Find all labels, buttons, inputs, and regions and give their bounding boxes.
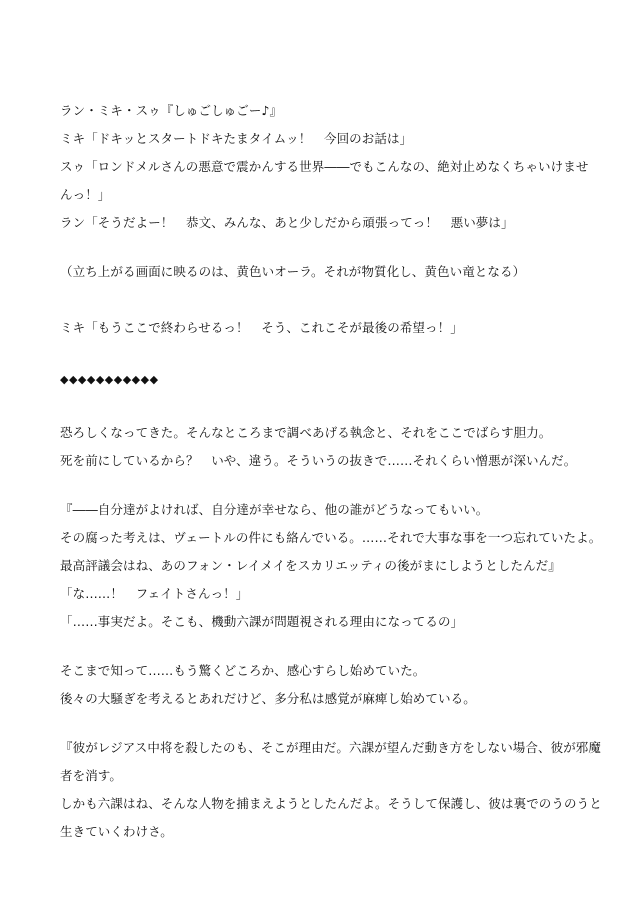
text-line: 死を前にしているから？ いや、違う。そういうの抜きで……それくらい憎悪が深いんだ。 [60,453,577,468]
scene-separator: ◆◆◆◆◆◆◆◆◆◆◆ [60,373,159,386]
text-line: （立ち上がる画面に映るのは、黄色いオーラ。それが物質化し、黄色い竜となる） [60,264,526,279]
text-line: ラン・ミキ・スゥ『しゅごしゅごー♪』 [60,103,283,118]
text-line: 後々の大騒ぎを考えるとあれだけど、多分私は感覚が麻痺し始めている。 [60,691,476,706]
text-line: 「な……！ フェイトさんっ！」 [60,586,249,601]
text-line: スゥ「ロンドメルさんの悪意で震かんする世界――でもこんなの、絶対止めなくちゃいけませ [60,159,589,174]
text-line: 『――自分達がよければ、自分達が幸せなら、他の誰がどうなってもいい。 [60,502,489,517]
text-line: そこまで知って……もう驚くどころか、感心すらし始めていた。 [60,663,426,678]
text-line: ミキ「もうここで終わらせるっ！ そう、これこそが最後の希望っ！」 [60,320,463,335]
text-line: ラン「そうだよー！ 恭文、みんな、あと少しだから頑張ってっ！ 悪い夢は」 [60,215,514,230]
text-line: 恐ろしくなってきた。そんなところまで調べあげる執念と、それをここでばらす胆力。 [60,425,552,440]
text-line: んっ！」 [60,187,111,202]
text-line: 最高評議会はね、あのフォン・レイメイをスカリエッティの後がまにしようとしたんだ』 [60,558,561,573]
text-line: その腐った考えは、ヴェートルの件にも絡んでいる。……それで大事な事を一つ忘れていたよ。 [60,530,602,545]
text-line: ミキ「ドキッとスタートドキたまタイムッ！ 今回のお話は」 [60,131,413,146]
text-line: 『彼がレジアス中将を殺したのも、そこが理由だ。六課が望んだ動き方をしない場合、彼が邪魔 [60,740,601,755]
text-line: 者を消す。 [60,768,123,783]
text-line: 生きていくわけさ。 [60,824,173,839]
text-line: しかも六課はね、そんな人物を捕まえようとしたんだよ。そうして保護し、彼は裏でのうのうと [60,796,602,811]
text-line: 「……事実だよ。そこも、機動六課が問題視される理由になってるの」 [60,614,464,629]
